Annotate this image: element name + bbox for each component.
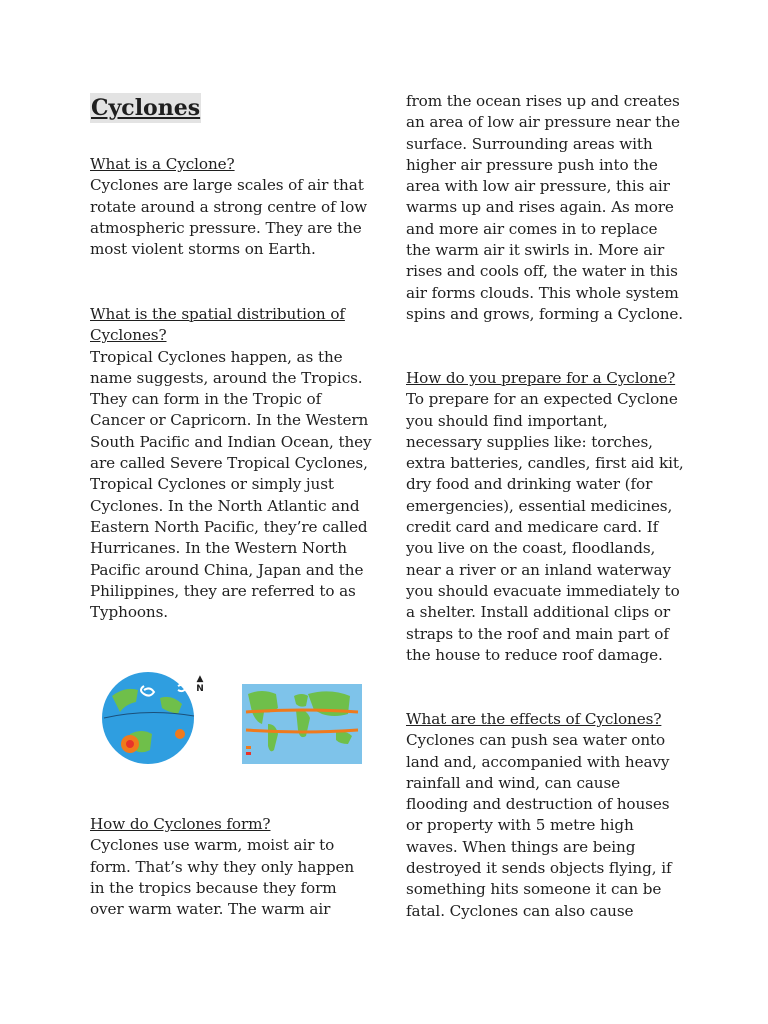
compass-label: N bbox=[196, 684, 204, 694]
section-heading: How do Cyclones form? bbox=[90, 815, 271, 833]
section-paragraph: from the ocean rises up and creates an area of low air pressure near the surface. Surrounding areas with higher air pressure push into the area with low air pressure, this air warms up and rises again. As more and more air comes in to replace the warm air it swirls in. More air rises and cools off, the water in this air forms clouds. This whole system spins and grows, forming a Cyclone. bbox=[406, 92, 684, 323]
section-formation-continued bbox=[406, 91, 686, 325]
section-heading: What is a Cyclone? bbox=[90, 155, 235, 173]
section-effects bbox=[406, 709, 686, 922]
section-prepare bbox=[406, 368, 686, 666]
section-paragraph: Cyclones can push sea water onto land and, accompanied with heavy rainfall and wind, can cause flooding and destruction of houses or property with 5 metre high waves. When things are being destroyed it sends objects flying, if something hits someone it can be fatal. Cyclones can also cause bbox=[406, 731, 672, 920]
section-heading: What are the effects of Cyclones? bbox=[406, 710, 662, 728]
section-paragraph: To prepare for an expected Cyclone you should find important, necessary supplies like: torches, extra batteries, candles, first aid kit, dry food and drinking water (for emergencies), essential medicines, credit card and medicare card. If you live on the coast, floodlands, near a river or an inland waterway you should evacuate immediately to a shelter. Install additional clips or straps to the roof and main part of the house to reduce roof damage. bbox=[406, 390, 684, 664]
section-heading: What is the spatial distribution of Cyclones? bbox=[90, 305, 345, 345]
figure-row bbox=[90, 668, 365, 768]
section-paragraph: Cyclones use warm, moist air to form. That’s why they only happen in the tropics because they form over warm water. The warm air bbox=[90, 836, 355, 919]
section-paragraph: Tropical Cyclones happen, as the name suggests, around the Tropics. They can form in the Tropic of Cancer or Capricorn. In the Western South Pacific and Indian Ocean, they are called Severe Tropical Cyclones, Tropical Cyclones or simply just Cyclones. In the North Atlantic and Eastern North Pacific, they’re called Hurricanes. In the Western North Pacific around China, Japan and the Philippines, they are referred to as Typhoons. bbox=[90, 347, 372, 622]
section-what-is bbox=[90, 154, 372, 260]
section-paragraph: Cyclones are large scales of air that rotate around a strong centre of low atmospheric pressure. They are the most violent storms on Earth. bbox=[90, 176, 368, 259]
north-arrow-icon: ▲ N bbox=[196, 674, 204, 694]
page-title: Cyclones bbox=[91, 95, 201, 121]
section-distribution bbox=[90, 304, 372, 623]
section-formation bbox=[90, 814, 372, 920]
world-map-image bbox=[242, 684, 362, 764]
section-heading: How do you prepare for a Cyclone? bbox=[406, 369, 676, 387]
globe-image bbox=[90, 668, 210, 768]
